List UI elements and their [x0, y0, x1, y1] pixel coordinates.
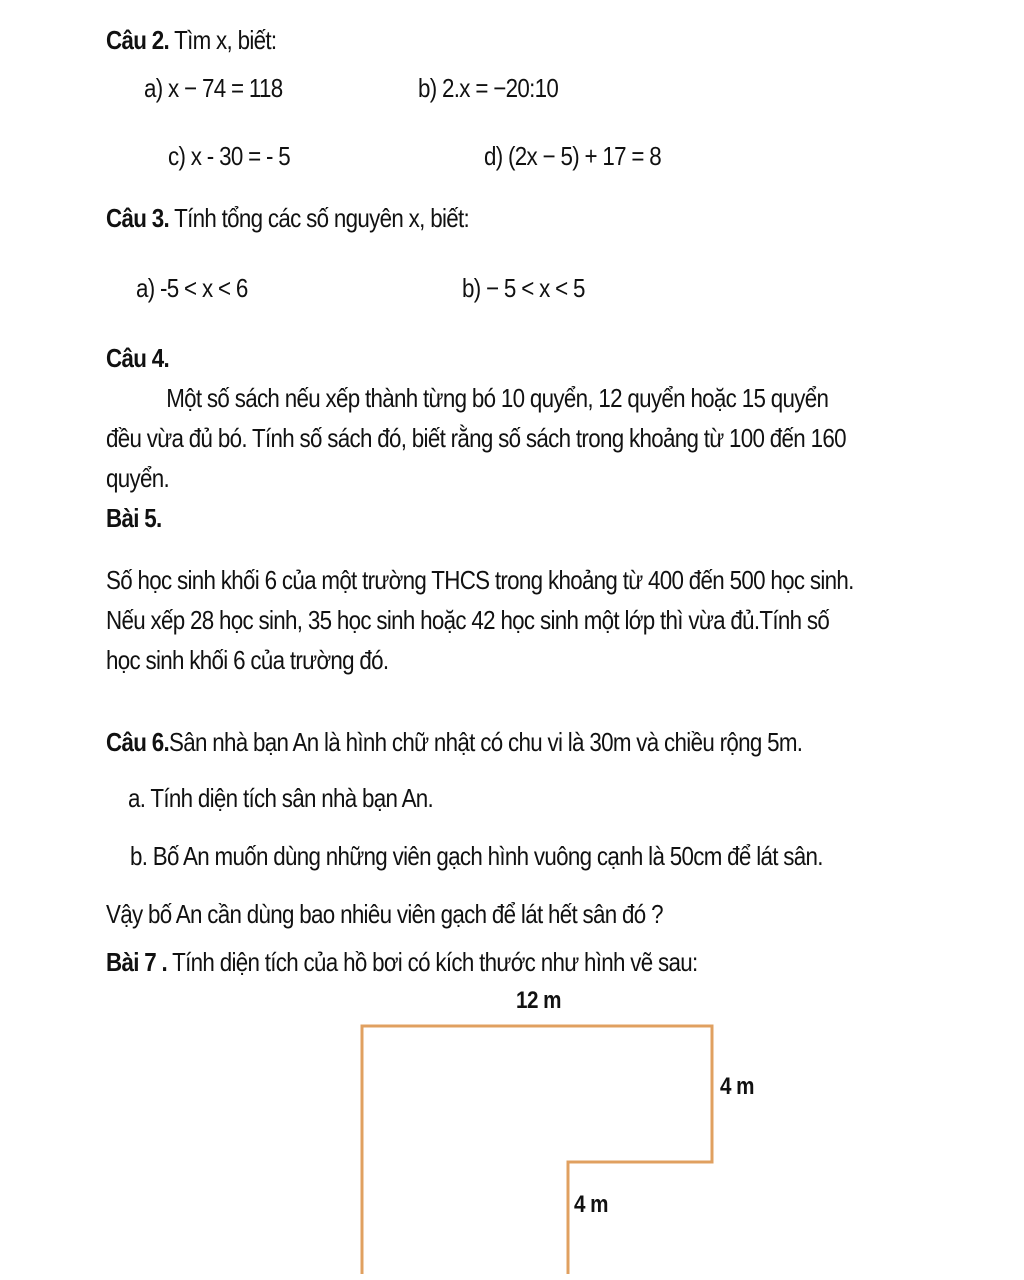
cau4-heading: Câu 4.: [106, 343, 169, 373]
pool-right-label: 4 m: [720, 1073, 755, 1100]
cau2-heading-text: Tìm x, biết:: [168, 25, 277, 55]
cau2-item-a: a) x − 74 = 118: [144, 73, 283, 103]
pool-top-label: 12 m: [516, 987, 561, 1014]
cau6-item-b: b. Bố An muốn dùng những viên gạch hình vuông cạnh là 50cm để lát sân.: [130, 841, 823, 871]
bai7-heading-text: Tính diện tích của hồ bơi có kích thước như hình vẽ sau:: [167, 947, 698, 977]
cau3-heading: [106, 202, 469, 234]
cau2-item-d: d) (2x − 5) + 17 = 8: [484, 141, 662, 171]
bai7-heading-label: Bài 7 .: [106, 947, 168, 977]
pool-outline: [362, 1026, 712, 1274]
bai5-heading: Bài 5.: [106, 503, 162, 533]
cau3-item-b: b) − 5 < x < 5: [462, 273, 585, 303]
cau2-item-c: c) x - 30 = - 5: [168, 141, 291, 171]
cau3-heading-label: Câu 3.: [106, 203, 169, 233]
cau6-item-a: a. Tính diện tích sân nhà bạn An.: [128, 783, 434, 813]
cau2-heading: [106, 24, 276, 56]
cau6-question: Vậy bố An cần dùng bao nhiêu viên gạch để lát hết sân đó ?: [106, 899, 663, 929]
bai7-heading: [106, 946, 698, 978]
cau3-heading-text: Tính tổng các số nguyên x, biết:: [168, 203, 470, 233]
bai5-text: Số học sinh khối 6 của một trường THCS trong khoảng từ 400 đến 500 học sinh. Nếu xếp 28 học sinh, 35 học sinh hoặc 42 học sinh một lớp thì vừa đủ.Tính số học sinh khối 6 của trường đó.: [106, 565, 854, 675]
cau6-heading: [106, 726, 802, 758]
pool-shape-figure: [340, 1010, 760, 1280]
pool-inner-label: 4 m: [574, 1191, 609, 1218]
cau6-heading-label: Câu 6.: [106, 727, 169, 757]
cau6-heading-text: Sân nhà bạn An là hình chữ nhật có chu vi là 30m và chiều rộng 5m.: [168, 727, 803, 757]
cau2-item-b: b) 2.x = −20:10: [418, 73, 559, 103]
cau4-text: Một số sách nếu xếp thành từng bó 10 quyển, 12 quyển hoặc 15 quyển đều vừa đủ bó. Tính số sách đó, biết rằng số sách trong khoảng từ 100 đến 160 quyển.: [106, 383, 846, 493]
cau3-item-a: a) -5 < x < 6: [136, 273, 248, 303]
cau2-heading-label: Câu 2.: [106, 25, 169, 55]
